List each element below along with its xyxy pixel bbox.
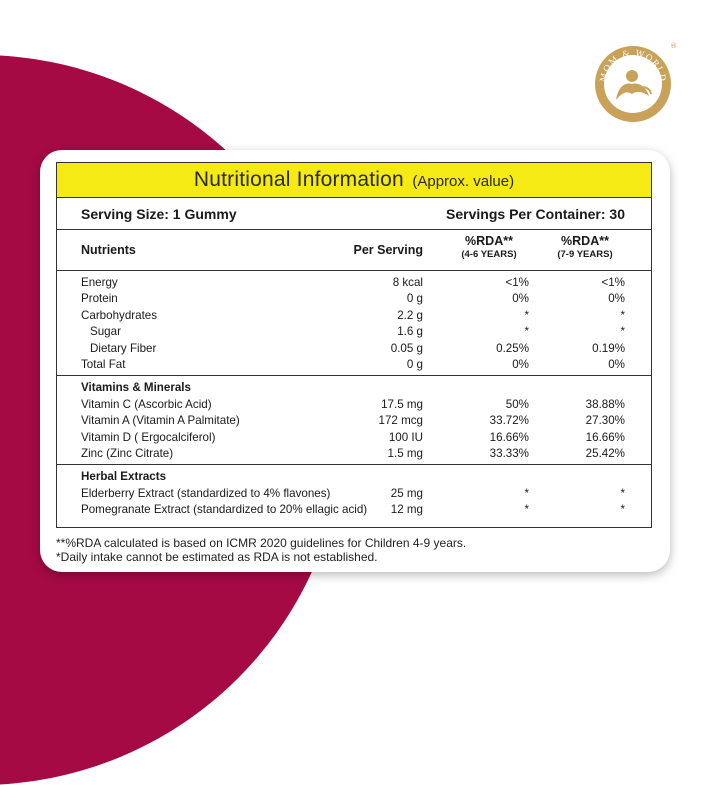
footnotes [56, 536, 466, 564]
per-serving-value: 17.5 mg [381, 397, 423, 411]
header-per-serving: Per Serving [353, 243, 423, 257]
rda-7-9-value: * [620, 325, 625, 339]
table-row [57, 275, 651, 291]
column-header-row [57, 230, 651, 271]
per-serving-value: 0 g [406, 357, 423, 371]
table-row [57, 291, 651, 307]
rda-4-6-value: 0% [512, 357, 529, 371]
per-serving-value: 1.5 mg [387, 446, 423, 460]
rda-4-6-value: 0.25% [496, 341, 529, 355]
nutrient-name: Dietary Fiber [90, 341, 157, 355]
section-title: Herbal Extracts [81, 470, 167, 484]
table-row [57, 308, 651, 324]
svg-text:®: ® [670, 42, 677, 50]
nutrient-name: Energy [81, 276, 118, 289]
nutrient-name: Carbohydrates [81, 308, 158, 322]
svg-text:MOM & WORLD: MOM & WORLD [598, 48, 668, 83]
table-subtitle: (Approx. value) [412, 173, 515, 190]
table-row [57, 430, 651, 446]
serving-info-row [57, 198, 651, 230]
nutrition-card [40, 150, 670, 572]
table-row [57, 502, 651, 534]
rda-4-6-value: 33.72% [489, 414, 529, 428]
brand-logo [588, 38, 678, 128]
rda-7-9-value: <1% [601, 276, 625, 289]
nutrient-name: Vitamin C (Ascorbic Acid) [81, 397, 212, 411]
per-serving-value: 2.2 g [397, 308, 423, 322]
per-serving-value: 25 mg [390, 486, 423, 500]
rda-7-9-value: * [620, 503, 625, 517]
per-serving-value: 100 IU [388, 430, 423, 444]
table-title: Nutritional Information [193, 168, 404, 191]
nutrient-name: Sugar [90, 325, 121, 339]
section-title: Vitamins & Minerals [81, 381, 191, 395]
footnote-rda: **%RDA calculated is based on ICMR 2020 guidelines for Children 4-9 years. [56, 536, 467, 550]
nutrient-name: Pomegranate Extract (standardized to 20% ellagic acid) [81, 503, 368, 517]
section-title-row [57, 380, 651, 396]
rda-4-6-value: <1% [505, 276, 529, 289]
rda-4-6-value: * [524, 486, 529, 500]
header-rda-7-9 [545, 234, 625, 261]
title-bar [57, 163, 651, 198]
vitamins-section [57, 375, 651, 464]
nutrient-name: Vitamin D ( Ergocalciferol) [81, 430, 216, 444]
rda-7-9-value: * [620, 308, 625, 322]
nutrient-name: Vitamin A (Vitamin A Palmitate) [81, 414, 240, 428]
rda-4-6-value: * [524, 308, 529, 322]
header-rda-4-6-label: %RDA** [465, 234, 513, 248]
header-nutrients: Nutrients [81, 243, 136, 257]
nutrition-table [56, 162, 652, 528]
rda-4-6-value: 0% [512, 292, 529, 306]
herbal-section [57, 464, 651, 536]
rda-4-6-value: 16.66% [489, 430, 529, 444]
rda-7-9-value: 25.42% [585, 446, 625, 460]
header-rda-4-6-age: (4-6 YEARS) [461, 249, 517, 260]
nutrient-name: Elderberry Extract (standardized to 4% flavones) [81, 486, 331, 500]
rda-7-9-value: * [620, 486, 625, 500]
logo-seal-icon [588, 38, 678, 128]
nutrients-section [57, 271, 651, 375]
rda-7-9-value: 0% [608, 292, 625, 306]
rda-7-9-value: 27.30% [585, 414, 625, 428]
per-serving-value: 8 kcal [392, 276, 423, 289]
header-rda-7-9-age: (7-9 YEARS) [557, 249, 613, 260]
nutrient-name: Total Fat [81, 357, 126, 371]
serving-size: Serving Size: 1 Gummy [81, 206, 237, 222]
table-row [57, 397, 651, 413]
nutrient-name: Protein [81, 292, 118, 306]
per-serving-value: 0 g [406, 292, 423, 306]
rda-7-9-value: 38.88% [585, 397, 625, 411]
table-row [57, 413, 651, 429]
per-serving-value: 1.6 g [397, 325, 423, 339]
rda-7-9-value: 0.19% [592, 341, 625, 355]
table-row [57, 341, 651, 357]
rda-7-9-value: 0% [608, 357, 625, 371]
per-serving-value: 172 mcg [378, 414, 423, 428]
table-row [57, 324, 651, 340]
table-row [57, 357, 651, 373]
rda-4-6-value: 33.33% [489, 446, 529, 460]
rda-4-6-value: * [524, 325, 529, 339]
rda-7-9-value: 16.66% [585, 430, 625, 444]
per-serving-value: 0.05 g [390, 341, 423, 355]
rda-4-6-value: 50% [505, 397, 529, 411]
section-title-row [57, 469, 651, 485]
header-rda-4-6 [449, 234, 529, 261]
rda-4-6-value: * [524, 503, 529, 517]
nutrient-name: Zinc (Zinc Citrate) [81, 446, 174, 460]
table-row [57, 446, 651, 462]
footnote-daily-intake: *Daily intake cannot be estimated as RDA is not established. [56, 550, 378, 564]
servings-per-container: Servings Per Container: 30 [446, 206, 625, 222]
table-row [57, 486, 651, 502]
header-rda-7-9-label: %RDA** [561, 234, 609, 248]
per-serving-value: 12 mg [390, 503, 423, 517]
